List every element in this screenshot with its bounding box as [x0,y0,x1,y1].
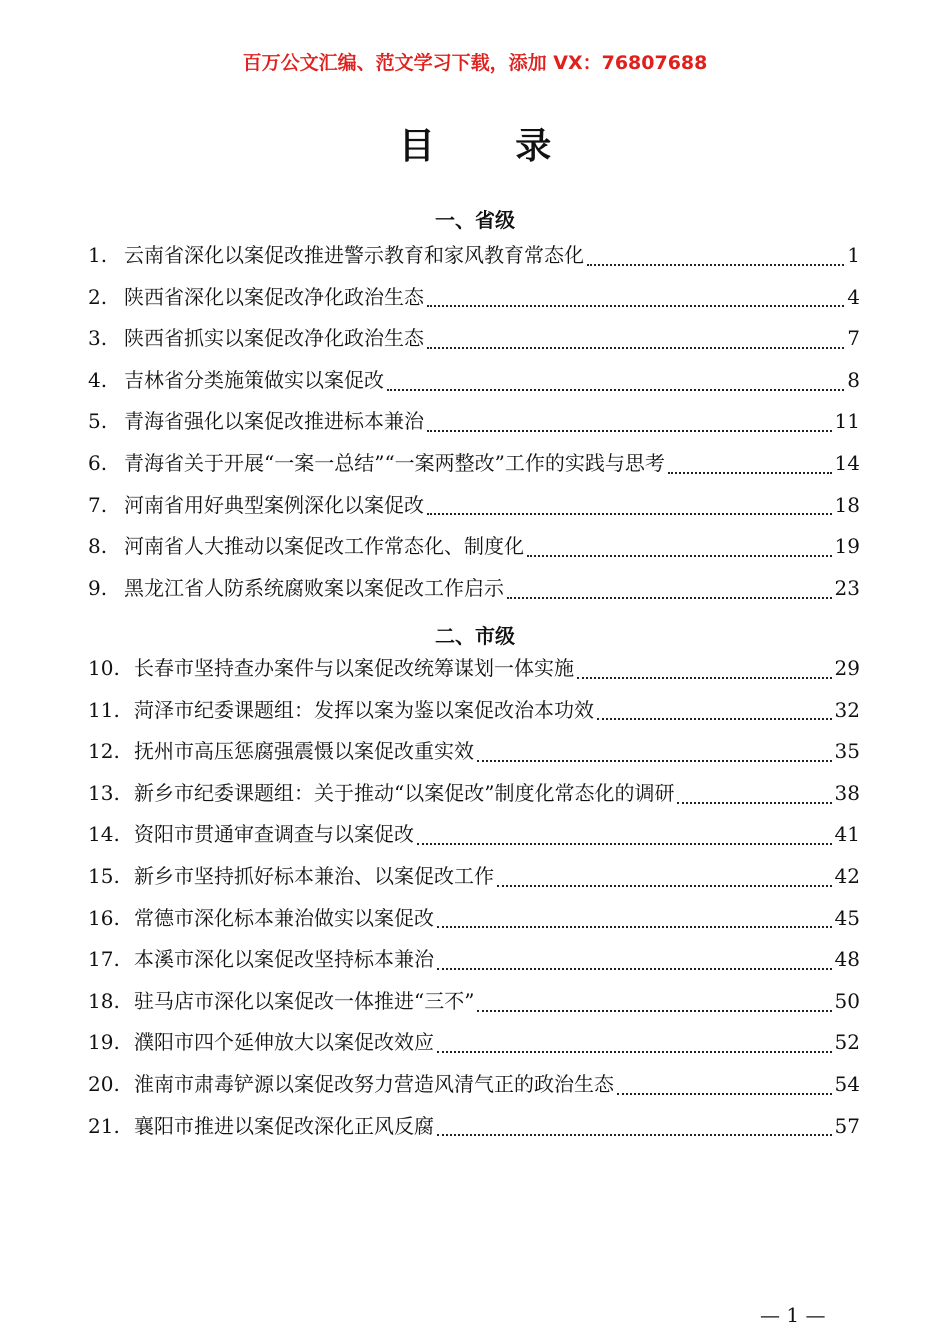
toc-list-provincial [88,239,860,613]
toc-leader-dots [497,885,832,887]
toc-entry-title: 本溪市深化以案促改坚持标本兼治 [134,947,434,972]
toc-leader-dots [617,1093,832,1095]
toc-entry[interactable] [88,777,860,819]
toc-entry[interactable] [88,530,860,572]
toc-entry[interactable] [88,364,860,406]
toc-entry-number: 7. [88,492,108,517]
toc-entry[interactable] [88,902,860,944]
toc-entry[interactable] [88,1026,860,1068]
toc-entry-number: 4. [88,367,108,392]
toc-entry[interactable] [88,694,860,736]
toc-entry[interactable] [88,985,860,1027]
toc-entry-number: 5. [88,409,108,434]
toc-entry-number: 12. [88,739,120,764]
page-number-footer: — 1 — [760,1303,826,1327]
toc-entry-number: 11. [88,697,120,722]
toc-entry-number: 17. [88,947,120,972]
header-banner: 百万公文汇编、范文学习下载，添加 VX：76807688 [242,52,708,74]
toc-entry-page: 23 [834,575,860,600]
toc-leader-dots [437,1051,832,1053]
toc-leader-dots [387,389,844,391]
toc-entry-page: 54 [834,1071,860,1096]
toc-entry-title: 驻马店市深化以案促改一体推进“三不” [134,988,475,1013]
toc-leader-dots [427,430,832,432]
toc-entry-title: 吉林省分类施策做实以案促改 [124,367,384,392]
toc-entry-title: 陕西省深化以案促改净化政治生态 [124,284,424,309]
toc-entry-page: 14 [834,450,860,475]
toc-leader-dots [527,555,832,557]
toc-entry[interactable] [88,1110,860,1152]
toc-leader-dots [477,760,832,762]
toc-entry-page: 32 [834,697,860,722]
toc-leader-dots [437,926,832,928]
toc-leader-dots [507,597,832,599]
toc-leader-dots [427,513,832,515]
toc-entry-title: 常德市深化标本兼治做实以案促改 [134,905,434,930]
toc-entry-title: 淮南市肃毒铲源以案促改努力营造风清气正的政治生态 [134,1071,614,1096]
toc-entry-number: 10. [88,656,120,680]
section-heading-municipal: 二、市级 [435,624,515,648]
toc-entry-title: 资阳市贯通审查调查与以案促改 [134,822,414,847]
toc-entry[interactable] [88,860,860,902]
toc-entry-page: 48 [834,947,860,972]
toc-leader-dots [427,347,844,349]
toc-entry-number: 21. [88,1113,120,1138]
toc-entry-title: 新乡市坚持抓好标本兼治、以案促改工作 [134,863,494,888]
toc-entry-title: 菏泽市纪委课题组：发挥以案为鉴以案促改治本功效 [134,697,594,722]
toc-entry-title: 河南省用好典型案例深化以案促改 [124,492,424,517]
toc-entry-title: 新乡市纪委课题组：关于推动“以案促改”制度化常态化的调研 [134,780,675,805]
toc-entry-number: 15. [88,863,120,888]
toc-entry-title: 濮阳市四个延伸放大以案促改效应 [134,1030,434,1055]
toc-entry-title: 陕西省抓实以案促改净化政治生态 [124,326,424,351]
toc-entry-number: 3. [88,326,108,351]
toc-leader-dots [577,677,832,679]
toc-leader-dots [417,843,832,845]
toc-leader-dots [668,472,832,474]
toc-leader-dots [427,305,844,307]
toc-entry-page: 4 [847,284,860,309]
toc-entry-page: 41 [834,822,860,847]
toc-entry-page: 19 [834,534,860,559]
toc-entry-page: 38 [834,780,860,805]
toc-entry-page: 29 [834,656,860,680]
toc-entry-title: 黑龙江省人防系统腐败案以案促改工作启示 [124,575,504,600]
toc-leader-dots [677,802,831,804]
toc-entry-number: 13. [88,780,120,805]
toc-entry-page: 35 [834,739,860,764]
toc-leader-dots [437,1134,832,1136]
toc-entry[interactable] [88,447,860,489]
toc-entry[interactable] [88,735,860,777]
toc-entry[interactable] [88,322,860,364]
toc-entry[interactable] [88,943,860,985]
toc-entry-title: 青海省强化以案促改推进标本兼治 [124,409,424,434]
toc-list-municipal [88,652,860,1151]
toc-entry[interactable] [88,281,860,323]
toc-entry-number: 2. [88,284,108,309]
toc-entry-title: 长春市坚持查办案件与以案促改统筹谋划一体实施 [134,656,574,680]
page-title: 目 录 [398,126,586,167]
toc-entry-number: 1. [88,243,108,267]
toc-entry-number: 8. [88,534,108,559]
toc-entry-page: 11 [834,409,860,434]
toc-entry-number: 16. [88,905,120,930]
toc-entry-number: 19. [88,1030,120,1055]
toc-entry-title: 襄阳市推进以案促改深化正风反腐 [134,1113,434,1138]
toc-entry-title: 青海省关于开展“一案一总结”“一案两整改”工作的实践与思考 [124,450,665,475]
toc-entry-number: 14. [88,822,120,847]
toc-entry[interactable] [88,405,860,447]
toc-entry-page: 1 [847,243,860,267]
toc-entry[interactable] [88,818,860,860]
toc-entry-title: 河南省人大推动以案促改工作常态化、制度化 [124,534,524,559]
toc-entry-page: 57 [834,1113,860,1138]
toc-entry-page: 8 [847,367,860,392]
toc-entry-page: 45 [834,905,860,930]
toc-entry-number: 18. [88,988,120,1013]
toc-entry-title: 抚州市高压惩腐强震慑以案促改重实效 [134,739,474,764]
toc-leader-dots [587,264,844,266]
section-heading-provincial: 一、省级 [435,208,515,232]
toc-entry-page: 42 [834,863,860,888]
toc-entry-page: 18 [834,492,860,517]
toc-entry-number: 9. [88,575,108,600]
toc-entry-title: 云南省深化以案促改推进警示教育和家风教育常态化 [124,243,584,267]
toc-entry[interactable] [88,1068,860,1110]
toc-entry-page: 7 [847,326,860,351]
toc-entry-number: 6. [88,450,108,475]
toc-entry-page: 52 [834,1030,860,1055]
toc-entry-page: 50 [834,988,860,1013]
toc-leader-dots [597,718,832,720]
toc-entry[interactable] [88,572,860,614]
toc-entry[interactable] [88,652,860,694]
toc-entry[interactable] [88,239,860,281]
toc-leader-dots [477,1010,831,1012]
toc-entry[interactable] [88,489,860,531]
toc-entry-number: 20. [88,1071,120,1096]
toc-leader-dots [437,968,832,970]
